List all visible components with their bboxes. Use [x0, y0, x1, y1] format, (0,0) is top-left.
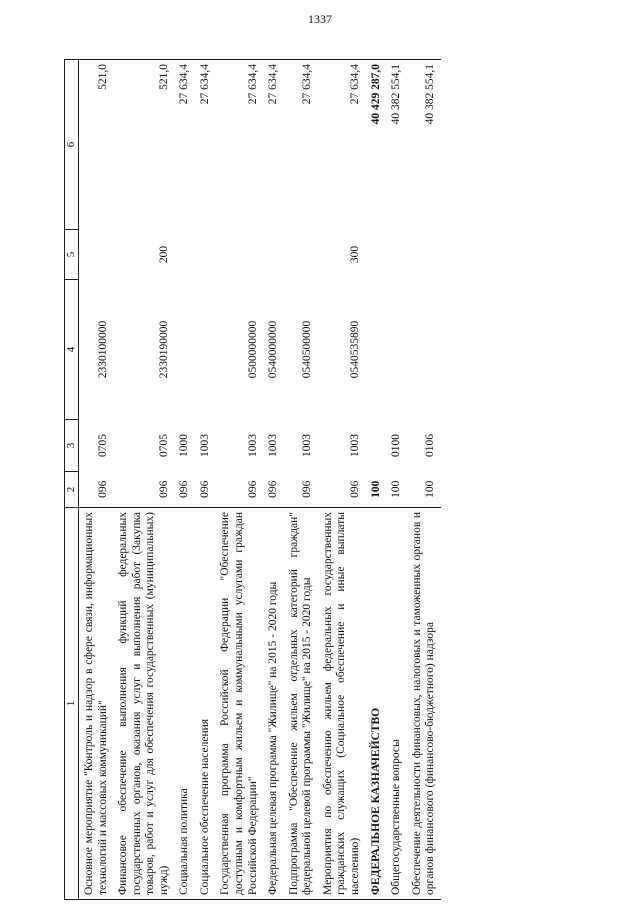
table-row — [174, 60, 195, 900]
column-number-header — [65, 60, 79, 900]
expense-type-code — [195, 230, 216, 280]
row-name: Мероприятия по обеспечению жильем федеральных государственных гражданских служащих (Социальное обеспечение и иные выплаты населению) — [318, 508, 366, 900]
table-row — [386, 60, 407, 900]
expense-type-code — [78, 230, 113, 280]
amount: 40 429 287,0 — [366, 60, 387, 230]
section-code: 1003 — [198, 434, 211, 457]
target-article-code: 2330100000 — [96, 320, 109, 379]
row-name: Основное мероприятие "Контроль и надзор в сфере связи, информационных технологий и массовых коммуникаций" — [78, 508, 113, 900]
section-code: 0705 — [96, 434, 109, 457]
row-name: Социальное обеспечение населения — [195, 508, 216, 900]
ministry-code: 096 — [301, 480, 314, 498]
expense-type-code — [174, 230, 195, 280]
table-row — [195, 60, 216, 900]
target-article-code: 0540000000 — [267, 320, 280, 379]
target-article-code: 0540535890 — [348, 320, 361, 379]
section-code: 1003 — [348, 434, 361, 457]
amount: 40 382 554,1 — [386, 60, 407, 230]
section-code: 0106 — [424, 434, 437, 457]
table-row — [318, 60, 366, 900]
ministry-code: 096 — [246, 480, 259, 498]
expense-type-code — [407, 230, 441, 280]
table-row — [407, 60, 441, 900]
column-header-3: 3 — [65, 420, 79, 472]
column-header-1: 1 — [65, 508, 79, 900]
ministry-code: 096 — [267, 480, 280, 498]
column-header-2: 2 — [65, 472, 79, 508]
amount: 27 634,4 — [174, 60, 195, 230]
target-article-code — [366, 280, 387, 420]
ministry-code: 100 — [424, 480, 437, 498]
column-header-6: 6 — [65, 60, 79, 230]
expense-type-code: 300 — [348, 245, 361, 264]
row-name: Государственная программа Российской Федерации "Обеспечение доступным и комфортным жильем и коммунальными услугами граждан Российской Федерации" — [215, 508, 263, 900]
budget-table — [64, 59, 441, 900]
table-row — [78, 60, 113, 900]
row-name: ФЕДЕРАЛЬНОЕ КАЗНАЧЕЙСТВО — [366, 508, 387, 900]
ministry-code: 100 — [369, 480, 382, 498]
amount: 27 634,4 — [284, 60, 318, 230]
target-article-code: 2330190000 — [157, 320, 170, 379]
row-name: Подпрограмма "Обеспечение жильем отдельных категорий граждан" федеральной целевой программы "Жилище" на 2015 - 2020 годы — [284, 508, 318, 900]
amount: 27 634,4 — [318, 60, 366, 230]
ministry-code: 096 — [348, 480, 361, 498]
expense-type-code — [366, 230, 387, 280]
table-row — [215, 60, 263, 900]
target-article-code — [407, 280, 441, 420]
section-code: 1003 — [301, 434, 314, 457]
amount: 521,0 — [78, 60, 113, 230]
expense-type-code: 200 — [157, 245, 170, 264]
amount: 27 634,4 — [195, 60, 216, 230]
section-code: 0705 — [157, 434, 170, 457]
row-name: Общегосударственные вопросы — [386, 508, 407, 900]
row-name: Социальная политика — [174, 508, 195, 900]
section-code: 1003 — [246, 434, 259, 457]
table-body — [78, 60, 440, 900]
expense-type-code — [284, 230, 318, 280]
amount: 27 634,4 — [263, 60, 284, 230]
column-header-4: 4 — [65, 280, 79, 420]
page-number: 1337 — [308, 12, 332, 26]
section-code: 1000 — [178, 434, 191, 457]
section-code: 1003 — [267, 434, 280, 457]
ministry-code: 096 — [157, 480, 170, 498]
target-article-code: 0540500000 — [301, 320, 314, 379]
budget-table-page — [64, 60, 576, 900]
row-name: Федеральная целевая программа "Жилище" на 2015 - 2020 годы — [263, 508, 284, 900]
ministry-code: 096 — [198, 480, 211, 498]
row-name: Финансовое обеспечение выполнения функций федеральных государственных органов, оказания услуг и выполнения работ (Закупка товаров, работ и услуг для обеспечения государственных (муниципальных) нужд) — [113, 508, 174, 900]
section-code: 0100 — [390, 434, 403, 457]
table-row — [263, 60, 284, 900]
ministry-code: 100 — [390, 480, 403, 498]
expense-type-code — [263, 230, 284, 280]
row-name: Обеспечение деятельности финансовых, налоговых и таможенных органов и органов финансового (финансово-бюджетного) надзора — [407, 508, 441, 900]
target-article-code — [174, 280, 195, 420]
expense-type-code — [215, 230, 263, 280]
section-code — [366, 420, 387, 472]
target-article-code: 0500000000 — [246, 320, 259, 379]
amount: 521,0 — [113, 60, 174, 230]
target-article-code — [386, 280, 407, 420]
amount: 40 382 554,1 — [407, 60, 441, 230]
ministry-code: 096 — [96, 480, 109, 498]
table-row-agency-total — [366, 60, 387, 900]
table-row — [284, 60, 318, 900]
amount: 27 634,4 — [215, 60, 263, 230]
target-article-code — [195, 280, 216, 420]
column-header-5: 5 — [65, 230, 79, 280]
expense-type-code — [386, 230, 407, 280]
table-row — [113, 60, 174, 900]
ministry-code: 096 — [178, 480, 191, 498]
